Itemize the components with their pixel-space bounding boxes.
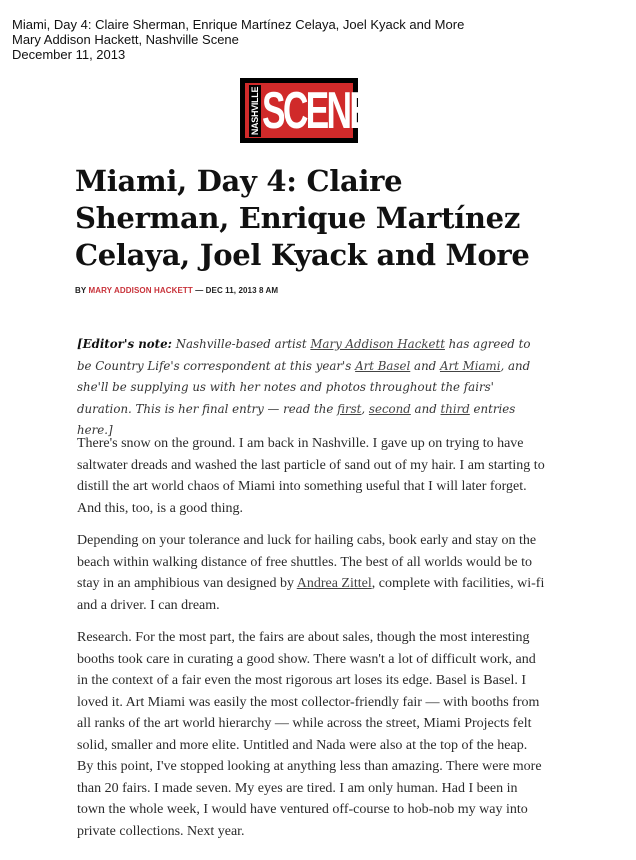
logo-main-text: SCENE bbox=[262, 82, 371, 140]
document-header bbox=[12, 17, 464, 62]
logo-panel bbox=[245, 82, 371, 140]
byline-separator: — bbox=[192, 286, 206, 295]
editor-note-text: , bbox=[361, 401, 369, 416]
document-date: December 11, 2013 bbox=[12, 47, 126, 62]
document-title: Miami, Day 4: Claire Sherman, Enrique Martínez Celaya, Joel Kyack and More bbox=[12, 17, 465, 32]
logo-vertical-text: NASHVILLE bbox=[250, 86, 260, 135]
paragraph-text: , complete with facilities, wi-fi and a driver. I can dream. bbox=[77, 576, 545, 613]
editor-note-text: and bbox=[410, 358, 440, 373]
nashville-scene-logo bbox=[240, 78, 371, 143]
byline-timestamp: DEC 11, 2013 8 AM bbox=[205, 286, 279, 295]
link-third-entry[interactable]: third bbox=[440, 401, 470, 416]
editor-note bbox=[77, 334, 547, 442]
link-andrea-zittel[interactable]: Andrea Zittel bbox=[296, 576, 372, 591]
body-paragraph-1: There's snow on the ground. I am back in Nashville. I gave up on trying to have saltwater dreads and washed the last particle of sand out of my hair. I am starting to distill the art world chaos of Miami into something useful that I will later forget. And this, too, is a good thing. bbox=[77, 436, 545, 516]
link-mary-addison-hackett[interactable]: Mary Addison Hackett bbox=[310, 337, 445, 351]
link-second-entry[interactable]: second bbox=[368, 401, 411, 416]
link-art-basel[interactable]: Art Basel bbox=[355, 358, 411, 373]
body-paragraph-2 bbox=[77, 530, 551, 616]
byline bbox=[75, 286, 278, 295]
paragraph-text: Depending on your tolerance and luck for hailing cabs, book early and stay on the beach within walking distance of free shuttles. The best of all worlds would be to stay in an amphibious van designed by bbox=[77, 533, 537, 591]
byline-prefix: BY bbox=[75, 286, 89, 295]
editor-note-text: entries here.] bbox=[77, 401, 516, 437]
body-paragraph-3: Research. For the most part, the fairs are about sales, though the most interesting booths took care in curating a good show. There wasn't a lot of difficult work, and in the context of a fair even the most rigorous art loses its edge. Basel is Basel. I loved it. Art Miami was easily the most collector-friendly fair — with booths from all ranks of the art world hierarchy — while across the street, Miami Projects felt solid, smaller and more elite. Untitled and Nada were also at the top of the heap. By this point, I've stopped looking at anything less than amazing. There were more than 20 fairs. I made seven. My eyes are tired. I am only human. Had I been in town the whole week, I would have ventured off-course to hob-nob my way into private collections. Next year. bbox=[77, 630, 542, 839]
byline-author-link[interactable]: MARY ADDISON HACKETT bbox=[88, 286, 193, 295]
editor-note-text: Nashville-based artist bbox=[171, 337, 311, 351]
link-first-entry[interactable]: first bbox=[337, 401, 362, 416]
editor-note-text: has agreed to be Country Life's correspondent at this year's bbox=[77, 337, 531, 373]
document-source: Mary Addison Hackett, Nashville Scene bbox=[12, 32, 239, 47]
link-art-miami[interactable]: Art Miami bbox=[439, 358, 501, 373]
editor-note-text: and bbox=[410, 401, 441, 416]
editor-note-label: [Editor's note: bbox=[77, 337, 172, 351]
editor-note-text: , and she'll be supplying us with her notes and photos throughout the fairs' duration. This is her final entry — read the bbox=[77, 358, 531, 416]
article-headline: Miami, Day 4: Claire Sherman, Enrique Martínez Celaya, Joel Kyack and More bbox=[75, 164, 530, 272]
